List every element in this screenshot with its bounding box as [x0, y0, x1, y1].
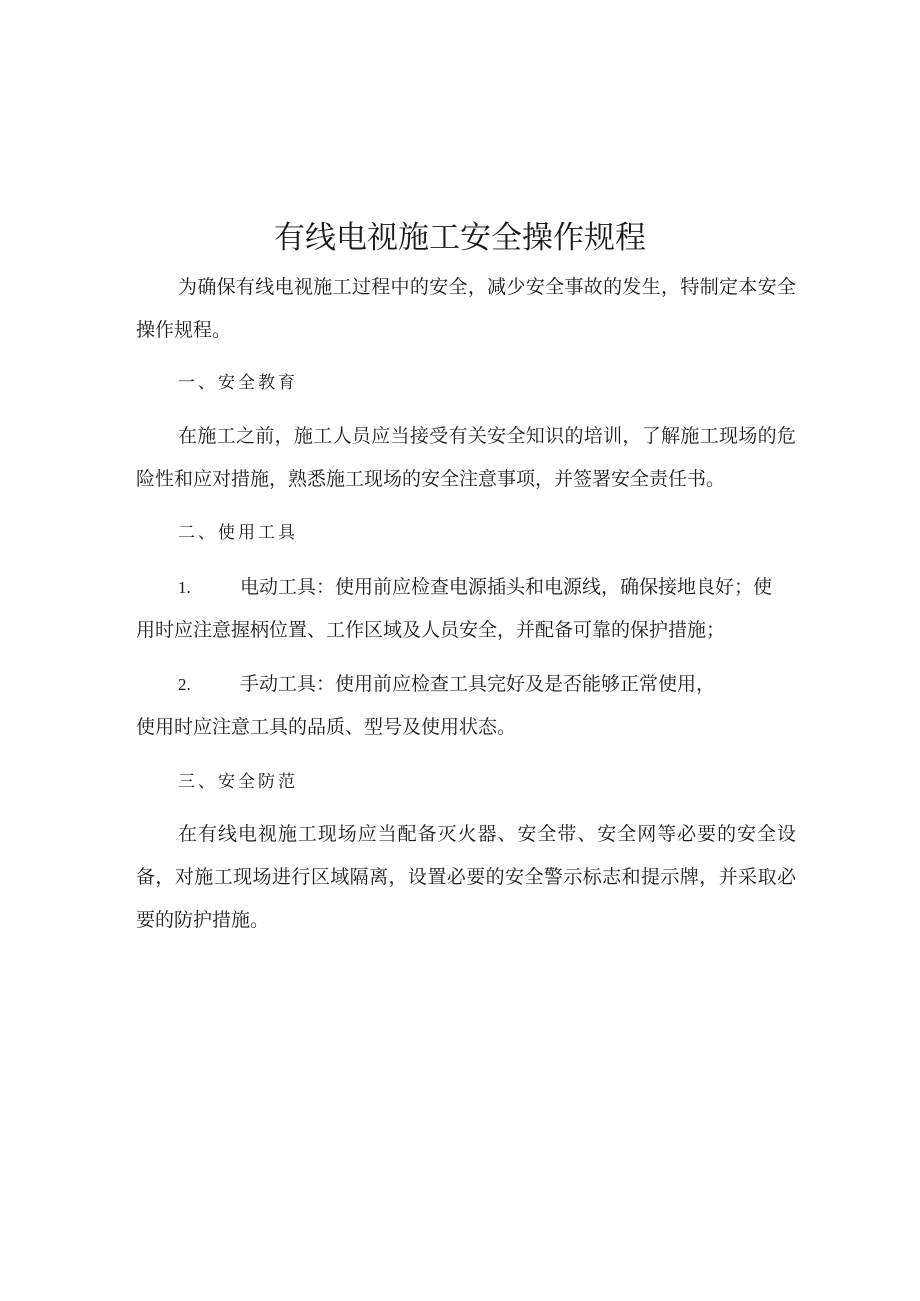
list-item-text: 电动工具：使用前应检查电源插头和电源线，确保接地良好；使	[240, 576, 773, 598]
document-title: 有线电视施工安全操作规程	[274, 220, 646, 256]
section-heading-tools: 二、使用工具	[178, 523, 298, 543]
intro-paragraph: 为确保有线电视施工过程中的安全，减少安全事故的发生，特制定本安全操作规程。	[136, 276, 796, 341]
list-item-number: 2.	[178, 675, 191, 694]
list-item-hand-tools	[136, 663, 796, 749]
list-item-first-line	[136, 663, 796, 706]
list-item-first-line	[136, 566, 796, 609]
list-item-continuation: 使用时应注意工具的品质、型号及使用状态。	[136, 716, 517, 738]
list-item-continuation: 用时应注意握柄位置、工作区域及人员安全，并配备可靠的保护措施；	[136, 619, 726, 641]
section-heading-safety-prevention: 三、安全防范	[178, 772, 298, 792]
section-heading-safety-education: 一、安全教育	[178, 373, 298, 393]
list-item-number: 1.	[178, 578, 191, 597]
list-item-text: 手动工具：使用前应检查工具完好及是否能够正常使用，	[240, 673, 716, 695]
list-item-electric-tools	[136, 566, 796, 652]
safety-education-paragraph: 在施工之前，施工人员应当接受有关安全知识的培训，了解施工现场的危险性和应对措施，熟悉施工现场的安全注意事项，并签署安全责任书。	[136, 425, 796, 490]
safety-prevention-paragraph: 在有线电视施工现场应当配备灭火器、安全带、安全网等必要的安全设备，对施工现场进行区域隔离，设置必要的安全警示标志和提示牌，并采取必要的防护措施。	[136, 823, 796, 931]
